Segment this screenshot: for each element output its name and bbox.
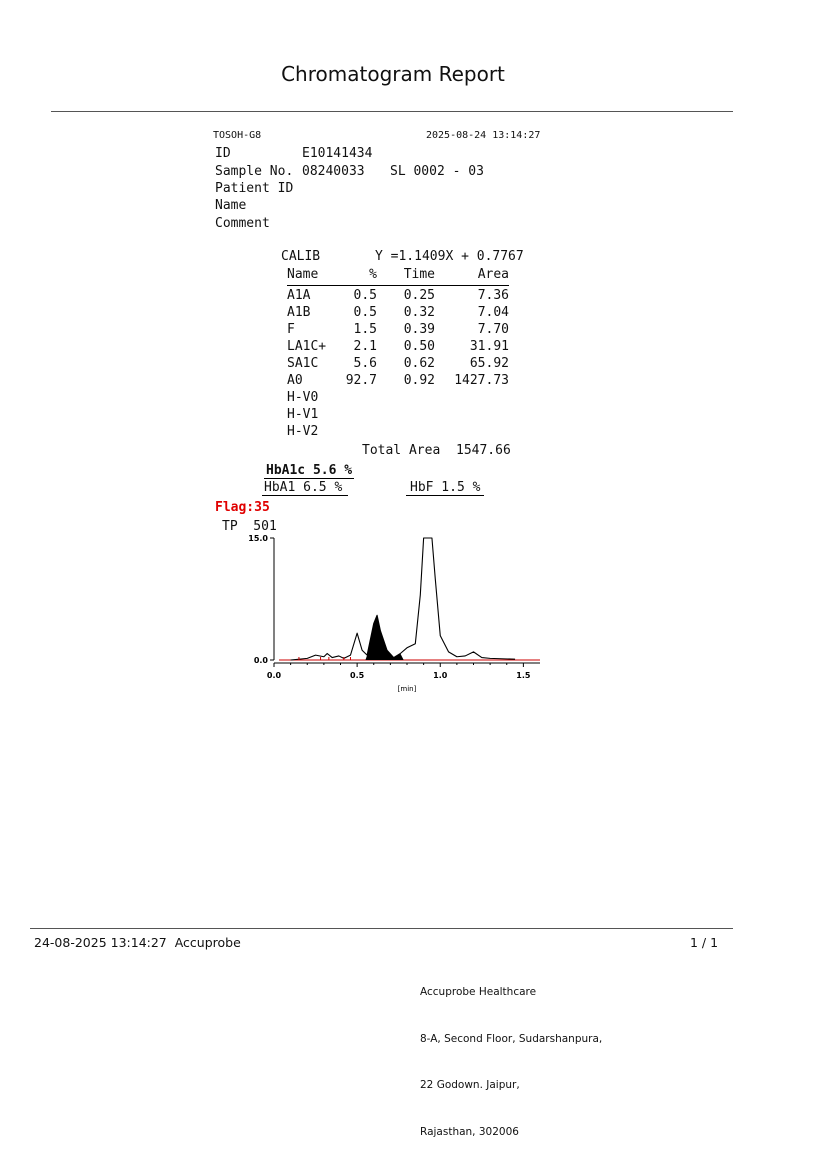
address-line: 8-A, Second Floor, Sudarshanpura, [420,1032,603,1045]
table-row [287,406,509,423]
patient-id-field-label: Patient ID [215,181,294,196]
peak-name-cell: H-V2 [287,424,319,439]
peak-area-cell: 1427.73 [454,373,509,388]
x-tick-label: 1.5 [516,671,531,680]
peak-area-cell: 7.70 [477,322,509,337]
comment-label: Comment [215,216,270,231]
signal-line [291,538,515,660]
peak-name-cell: H-V1 [287,407,319,422]
calib-label: CALIB [281,249,321,264]
patient-id-value: E10141434 [302,146,373,161]
y-tick-label: 15.0 [248,534,268,543]
footer-divider [30,928,733,929]
hbf-result: HbF 1.5 % [406,480,484,496]
peak-percent-cell: 0.5 [353,288,377,303]
peak-percent-cell: 0.5 [353,305,377,320]
peak-percent-cell: 92.7 [345,373,377,388]
peak-name-cell: H-V0 [287,390,319,405]
address-line: Accuprobe Healthcare [420,986,537,998]
peak-name-cell: A1A [287,288,311,303]
peak-percent-cell: 5.6 [353,356,377,371]
report-title: Chromatogram Report [281,62,505,86]
peak-name-cell: F [287,322,295,337]
col-time: Time [403,267,435,282]
patient-id-label: ID [215,146,231,161]
x-tick-label: 0.5 [350,671,365,680]
hba1c-result: HbA1c 5.6 % [266,463,353,478]
peak-time-cell: 0.39 [403,322,435,337]
total-area-value: 1547.66 [456,443,511,458]
peak-area-cell [435,406,509,423]
peak-name-cell: A1B [287,305,311,320]
results-table [287,266,509,440]
footer-left: 24-08-2025 13:14:27 Accuprobe [34,935,241,950]
peak-area-cell: 31.91 [469,339,509,354]
peak-percent-cell [345,406,377,423]
chromatogram-chart [230,530,560,710]
x-tick-label: 0.0 [266,671,282,680]
table-row [287,321,509,338]
peak-time-cell [377,423,435,440]
y-tick-label: 0.0 [253,656,268,665]
flag-indicator: Flag:35 [215,500,270,515]
address-line: Rajasthan, 302006 [420,1125,519,1138]
peak-area-cell [435,423,509,440]
table-row [287,338,509,355]
peak-percent-cell [345,423,377,440]
peak-time-cell: 0.62 [403,356,435,371]
hba1-result: HbA1 6.5 % [262,480,348,496]
name-label: Name [215,198,247,213]
x-tick-label: 1.0 [433,671,448,680]
top-divider [51,111,733,112]
peak-name-cell: LA1C+ [287,339,327,354]
sample-extra: SL 0002 - 03 [390,164,484,179]
total-area-label: Total Area [362,443,441,458]
col-percent: % [369,267,377,282]
sample-no-label: Sample No. [215,164,294,179]
peak-area-cell: 7.04 [477,305,509,320]
tp-value: TP 501 [222,519,277,534]
address-line: 22 Godown. Jaipur, [420,1079,520,1091]
peak-percent-cell [345,389,377,406]
col-name: Name [287,267,319,282]
peak-name-cell: A0 [287,373,303,388]
table-header-row [287,266,509,283]
peak-area-cell [435,389,509,406]
peak-name-cell: SA1C [287,356,319,371]
peak-time-cell [377,406,435,423]
peak-time-cell [377,389,435,406]
peak-time-cell: 0.92 [403,373,435,388]
footer-page: 1 / 1 [690,935,719,950]
peak-percent-cell: 2.1 [353,339,377,354]
x-axis-label: [min] [397,685,417,693]
footer-address [420,954,602,1156]
table-row [287,423,509,440]
print-timestamp: 2025-08-24 13:14:27 [426,130,541,141]
table-row [287,287,509,304]
col-area: Area [477,267,509,282]
table-row [287,304,509,321]
peak-area-cell: 65.92 [469,356,509,371]
calib-equation: Y =1.1409X + 0.7767 [375,249,524,264]
sample-no-value: 08240033 [302,164,365,179]
table-row [287,355,509,372]
peak-time-cell: 0.32 [403,305,435,320]
peak-time-cell: 0.25 [403,288,435,303]
peak-area-cell: 7.36 [477,288,509,303]
table-row [287,389,509,406]
peak-percent-cell: 1.5 [353,322,377,337]
table-row [287,372,509,389]
peak-time-cell: 0.50 [403,339,435,354]
instrument-name: TOSOH-G8 [213,130,262,141]
